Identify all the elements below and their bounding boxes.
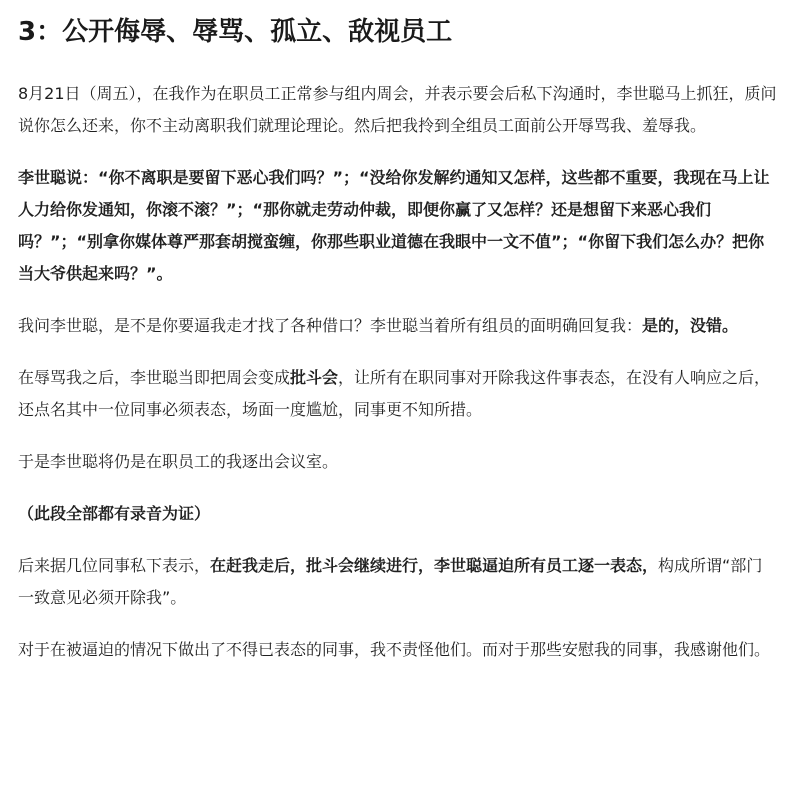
paragraph-expelled: 于是李世聪将仍是在职员工的我逐出会议室。 [18,452,339,471]
paragraph-question [18,310,777,342]
paragraph-question-text: 我问李世聪，是不是你要逼我走才找了各种借口？李世聪当着所有组员的面明确回复我： [18,316,643,335]
struggle-bold: 批斗会 [290,368,339,387]
struggle-before: 在辱骂我之后，李世聪当即把周会变成 [18,368,291,387]
paragraph-colleagues [18,550,777,614]
paragraph-meeting-incident: 8月21日（周五），在我作为在职员工正常参与组内周会，并表示要会后私下沟通时，李世聪马上抓狂，质问说你怎么还来，你不主动离职我们就理论理论。然后把我拎到全组员工面前公开辱骂我、羞辱我。 [18,84,777,135]
paragraph-quotes: 李世聪说：“你不离职是要留下恶心我们吗？”；“没给你发解约通知又怎样，这些都不重要，我现在马上让人力给你发通知，你滚不滚？”；“那你就走劳动仲裁，即便你赢了又怎样？还是想留下来恶心我们吗？”；“别拿你媒体尊严那套胡搅蛮缠，你那些职业道德在我眼中一文不值”；“你留下我们怎么办？把你当大爷供起来吗？”。 [18,168,770,283]
colleagues-before: 后来据几位同事私下表示， [18,556,211,575]
recording-note: （此段全部都有录音为证） [18,504,211,523]
struggle-after: ，让所有在职同事对开除我这件事表态，在没有人响应之后，还点名其中一位同事必须表态，场面一度尴尬，同事更不知所措。 [18,368,771,419]
section-heading: 3：公开侮辱、辱骂、孤立、敌视员工 [18,17,453,47]
paragraph-struggle-session [18,362,777,426]
colleagues-after: 构成所谓“部门一致意见必须开除我”。 [18,556,763,607]
paragraph-closing: 对于在被逼迫的情况下做出了不得已表态的同事，我不责怪他们。而对于那些安慰我的同事，我感谢他们。 [18,640,771,659]
colleagues-bold: 在赶我走后，批斗会继续进行，李世聪逼迫所有员工逐一表态， [210,556,659,575]
paragraph-question-answer: 是的，没错。 [642,316,739,335]
